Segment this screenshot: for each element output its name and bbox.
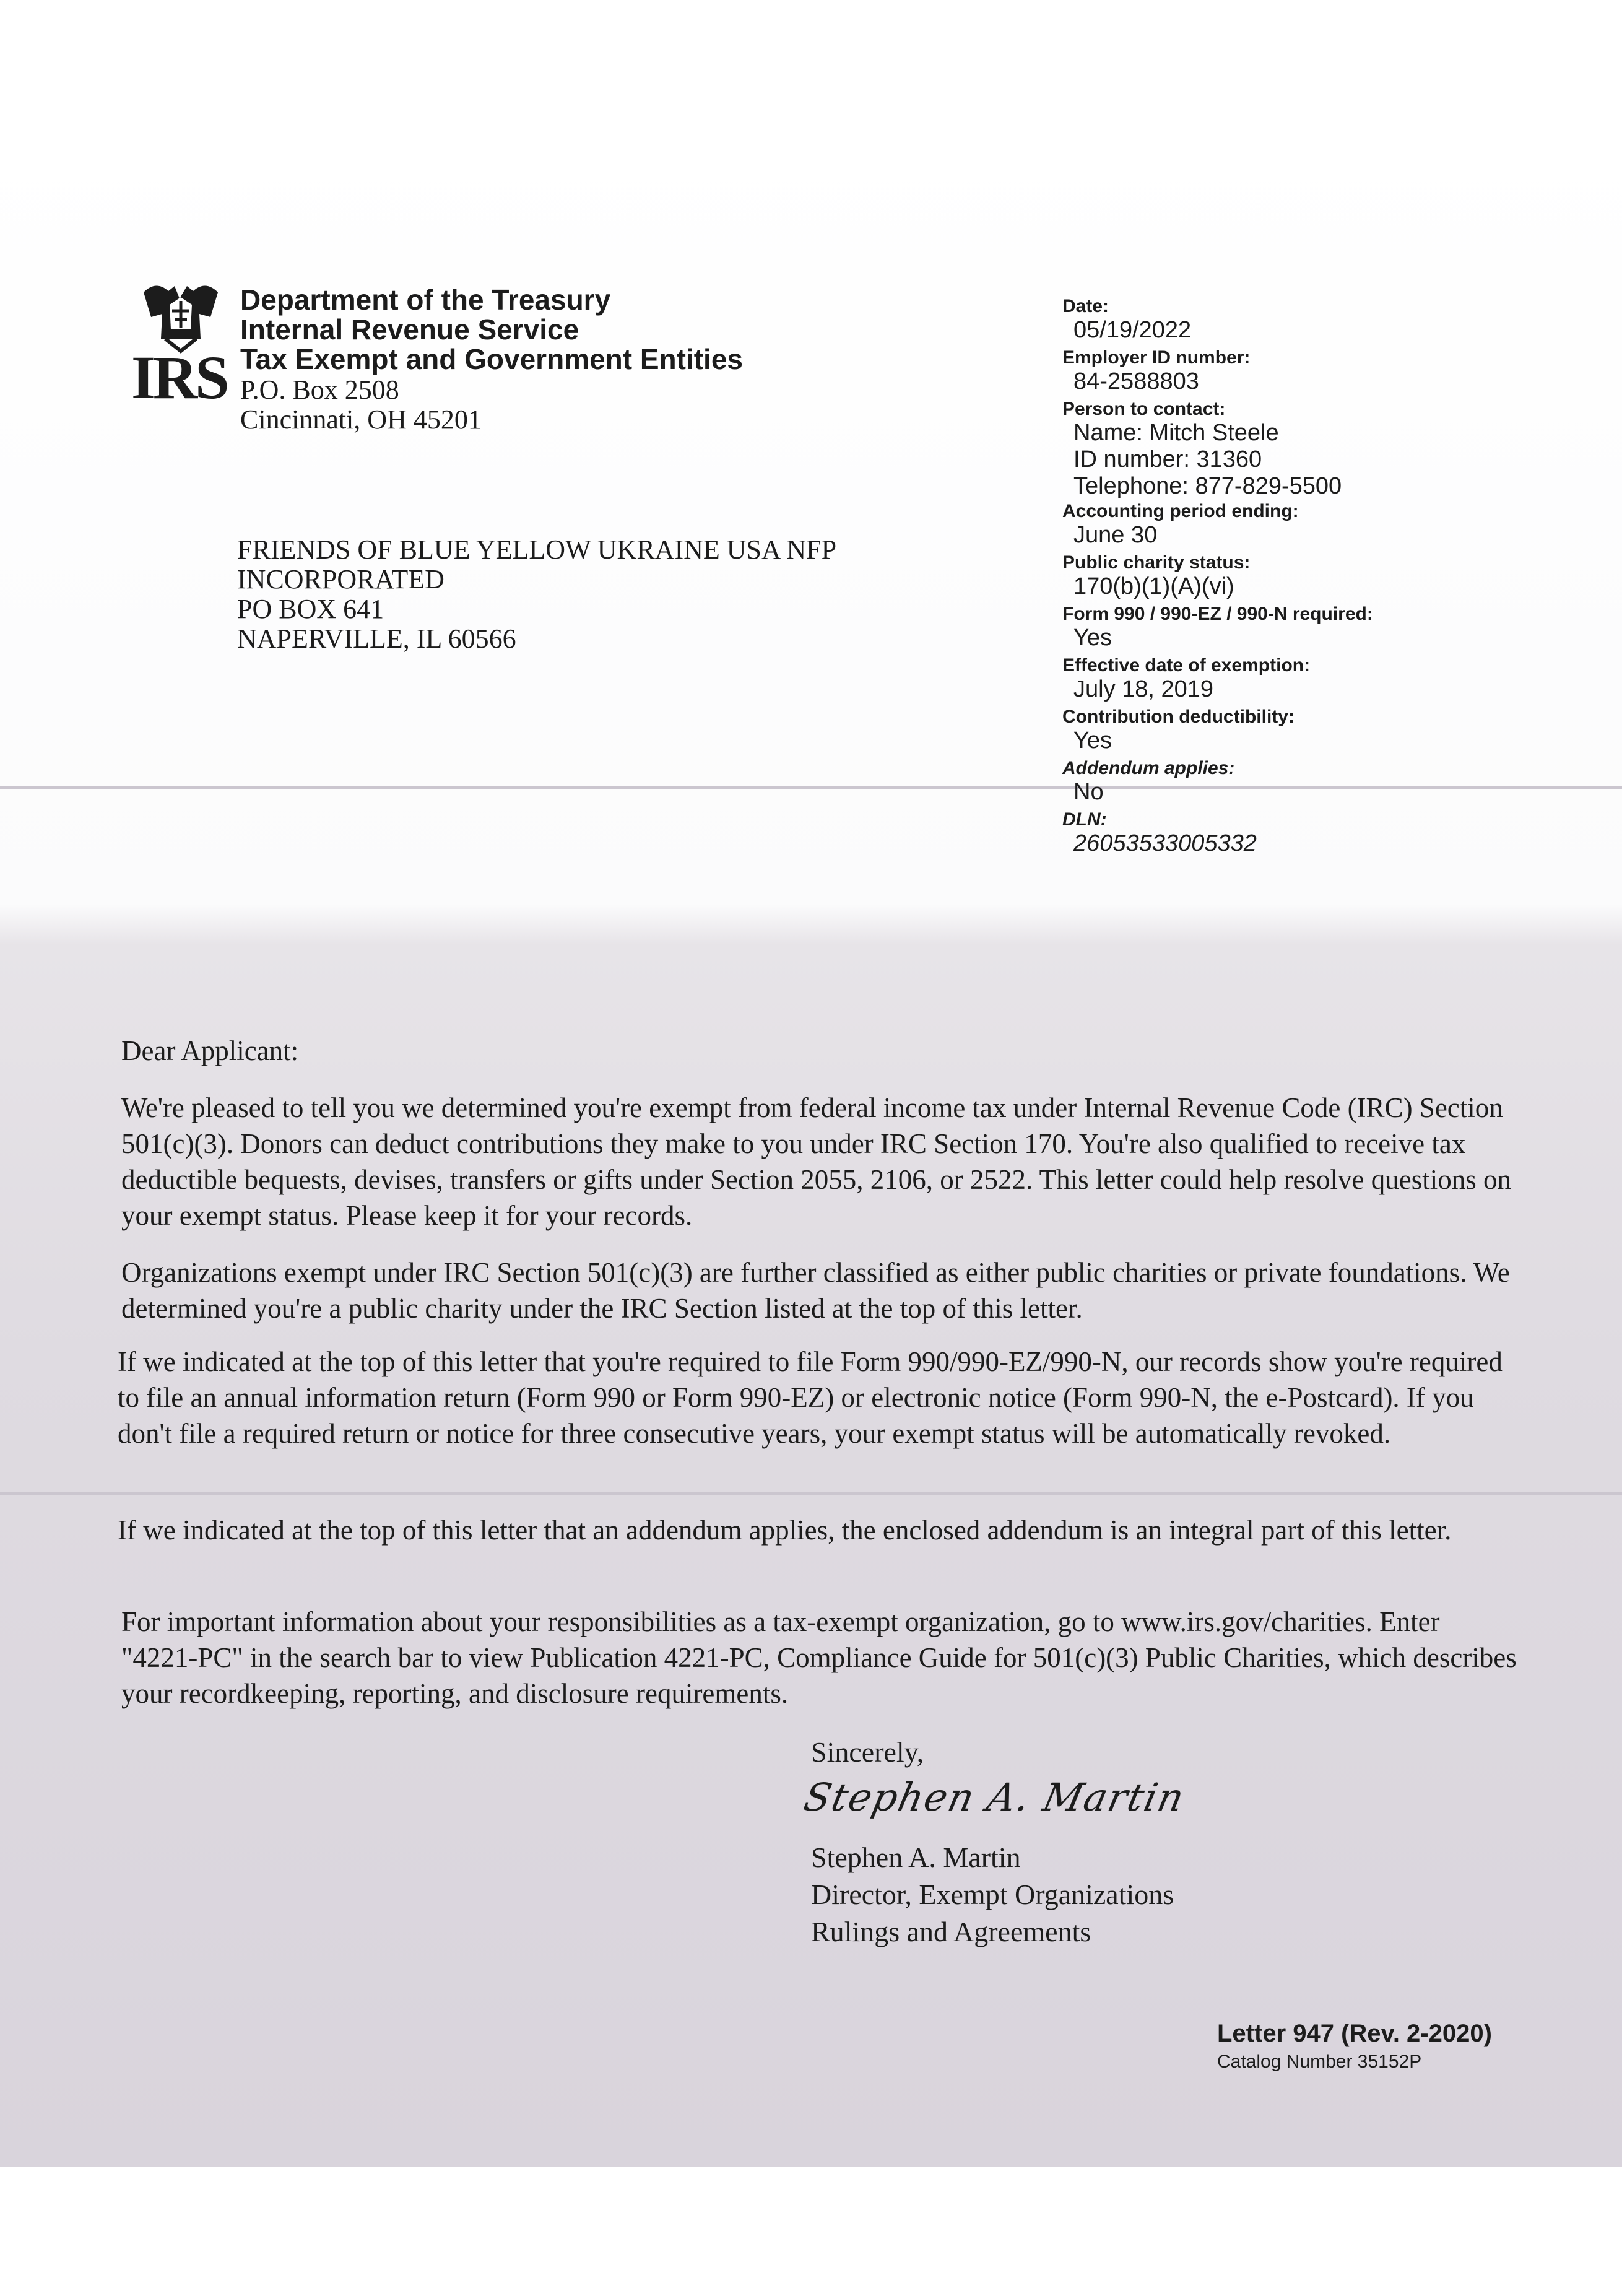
form-value: Yes [1073,625,1112,651]
letter-id: Letter 947 (Rev. 2-2020) [1217,2020,1492,2047]
contact-label: Person to contact: [1062,399,1226,419]
paragraph-resources: For important information about your responsibilities as a tax-exempt organization, go to www.irs.gov/charities. Enter "4221-PC" in the search bar to view Publication 4221-PC, Compliance Guide for 501(c)(3) Public Charities, which describes your recordkeeping, reporting, and disclosure requirements. [121,1606,1517,1709]
signer-name: Stephen A. Martin [811,1842,1021,1873]
dln-label: DLN: [1062,809,1107,830]
dln-value: 26053533005332 [1073,830,1257,856]
addendum-value: No [1073,779,1104,805]
paragraph-filing: If we indicated at the top of this letter that you're required to file Form 990/990-EZ/990-N, our records show you're required to file an annual information return (Form 990 or Form 990-EZ) or electronic notice (Form 990-N, the e-Postcard). If you don't file a required return or notice for three consecutive years, your exempt status will be automatically revoked. [118,1346,1503,1449]
letter-footer [1217,2020,1492,2072]
recipient-line: FRIENDS OF BLUE YELLOW UKRAINE USA NFP [237,534,837,565]
addendum-label: Addendum applies: [1062,758,1235,778]
agency-line: Department of the Treasury [240,284,611,316]
form-label: Form 990 / 990-EZ / 990-N required: [1062,604,1373,624]
period-label: Accounting period ending: [1062,501,1299,521]
agency-line: Internal Revenue Service [240,313,579,346]
irs-logo-text: IRS [131,343,227,412]
agency-line: Tax Exempt and Government Entities [240,343,744,375]
catalog-number: Catalog Number 35152P [1217,2051,1422,2072]
ein-value: 84-2588803 [1073,368,1199,394]
handwritten-signature: Stephen A. Martin [800,1775,1189,1820]
recipient-line: NAPERVILLE, IL 60566 [237,624,516,654]
signer-title: Director, Exempt Organizations [811,1879,1174,1910]
recipient-line: PO BOX 641 [237,594,384,624]
date-value: 05/19/2022 [1073,317,1192,343]
date-label: Date: [1062,296,1109,316]
charity-value: 170(b)(1)(A)(vi) [1073,573,1234,599]
paper-fold [0,1492,1622,1495]
contact-id: ID number: 31360 [1073,446,1262,472]
period-value: June 30 [1073,522,1158,548]
closing: Sincerely, [811,1736,924,1768]
agency-address [240,375,482,435]
info-block [1062,296,1496,857]
recipient-address [237,535,836,654]
irs-logo [131,280,230,413]
contact-phone: Telephone: 877-829-5500 [1073,473,1342,499]
ein-label: Employer ID number: [1062,347,1251,368]
signer-title: Rulings and Agreements [811,1916,1091,1947]
address-line: P.O. Box 2508 [240,375,399,405]
charity-label: Public charity status: [1062,552,1251,573]
salutation: Dear Applicant: [121,1035,299,1066]
signer-block [811,1839,1174,1950]
paragraph-exemption: We're pleased to tell you we determined you're exempt from federal income tax under Internal Revenue Code (IRC) Section 501(c)(3). Donors can deduct contributions they make to you under IRC Section 170. You're also qualified to receive tax deductible bequests, devises, transfers or gifts under Section 2055, 2106, or 2522. This letter could help resolve questions on your exempt status. Please keep it for your records. [121,1092,1511,1231]
effective-value: July 18, 2019 [1073,676,1214,702]
effective-label: Effective date of exemption: [1062,655,1311,676]
deductibility-label: Contribution deductibility: [1062,707,1295,727]
paragraph-classification: Organizations exempt under IRC Section 501(c)(3) are further classified as either public charities or private foundations. We determined you're a public charity under the IRC Section listed at the top of this letter. [121,1257,1510,1324]
deductibility-value: Yes [1073,728,1112,754]
contact-name: Name: Mitch Steele [1073,420,1279,446]
recipient-line: INCORPORATED [237,564,445,594]
address-line: Cincinnati, OH 45201 [240,404,482,435]
agency-name [240,285,743,374]
paragraph-addendum: If we indicated at the top of this letter that an addendum applies, the enclosed addendum is an integral part of this letter. [118,1515,1452,1546]
